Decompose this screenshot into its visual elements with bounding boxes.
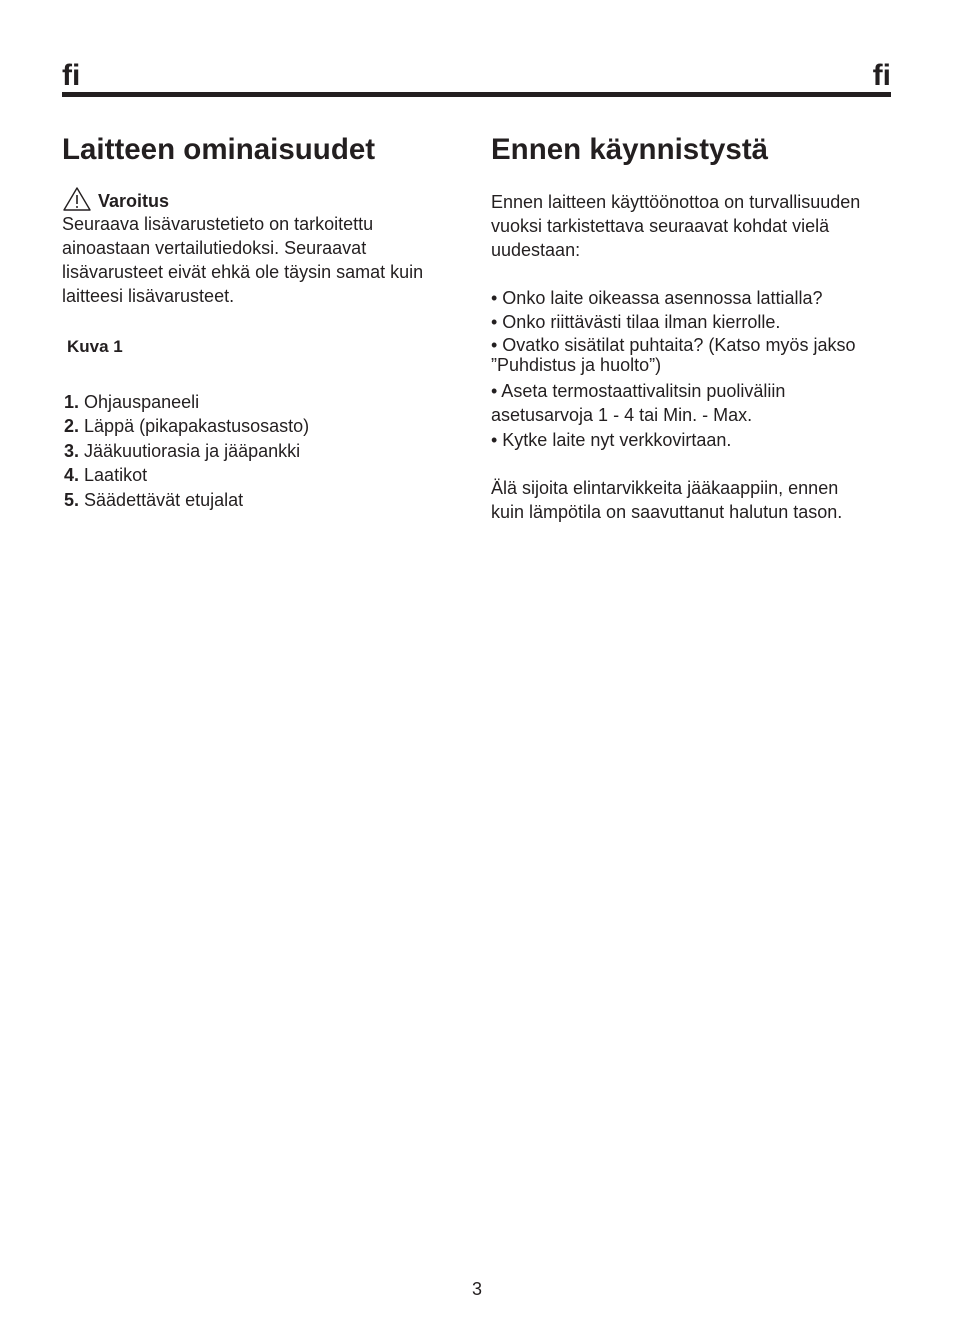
intro-line: Ennen laitteen käyttöönottoa on turvallisuuden bbox=[491, 192, 861, 212]
item-number: 5. bbox=[64, 489, 80, 510]
figure-label: Kuva 1 bbox=[67, 337, 123, 356]
list-item bbox=[64, 390, 467, 414]
intro-line: vuoksi tarkistettava seuraavat kohdat vielä bbox=[491, 216, 830, 236]
checklist-item: asetusarvoja 1 - 4 tai Min. - Max. bbox=[491, 405, 753, 426]
right-column bbox=[491, 130, 896, 524]
checklist-item: • Onko riittävästi tilaa ilman kierrolle. bbox=[491, 312, 781, 333]
intro-line: uudestaan: bbox=[491, 240, 581, 260]
outro-line: kuin lämpötila on saavuttanut halutun tason. bbox=[491, 502, 843, 523]
checklist-item: • Aseta termostaattivalitsin puoliväliin bbox=[491, 380, 786, 401]
list-item bbox=[64, 439, 467, 463]
warning-text-line: lisävarusteet eivät ehkä ole täysin samat kuin bbox=[62, 262, 424, 282]
checklist-item: • Onko laite oikeassa asennossa lattialla? bbox=[491, 288, 823, 308]
warning-triangle-icon bbox=[62, 186, 92, 212]
parts-list bbox=[64, 390, 467, 512]
warning-text-line: laitteesi lisävarusteet. bbox=[62, 286, 235, 306]
section-heading-before-start: Ennen käynnistystä bbox=[491, 133, 769, 166]
section-heading-features: Laitteen ominaisuudet bbox=[62, 133, 376, 166]
item-text: Ohjauspaneeli bbox=[84, 392, 200, 412]
item-number: 3. bbox=[64, 440, 80, 461]
intro-paragraph bbox=[491, 190, 896, 262]
warning-header bbox=[62, 184, 467, 212]
item-text: Säädettävät etujalat bbox=[84, 489, 244, 510]
header-rule bbox=[62, 92, 891, 97]
outro-line: Älä sijoita elintarvikkeita jääkaappiin, ennen bbox=[491, 478, 839, 499]
item-number: 4. bbox=[64, 465, 80, 486]
list-item bbox=[64, 414, 467, 438]
item-number: 1. bbox=[64, 392, 80, 412]
list-item bbox=[64, 488, 467, 512]
item-number: 2. bbox=[64, 416, 80, 437]
checklist-item: ”Puhdistus ja huolto”) bbox=[491, 354, 662, 375]
language-code-right: fi bbox=[872, 59, 891, 92]
checklist bbox=[491, 286, 896, 452]
item-text: Läppä (pikapakastusosasto) bbox=[84, 416, 310, 437]
item-text: Laatikot bbox=[84, 465, 148, 486]
page-number: 3 bbox=[471, 1279, 482, 1299]
checklist-item: • Kytke laite nyt verkkovirtaan. bbox=[491, 429, 732, 450]
language-code-left: fi bbox=[62, 59, 81, 92]
warning-text-line: ainoastaan vertailutiedoksi. Seuraavat bbox=[62, 238, 367, 258]
checklist-item: • Ovatko sisätilat puhtaita? (Katso myös jakso bbox=[491, 334, 856, 355]
warning-text-line: Seuraava lisävarustetieto on tarkoitettu bbox=[62, 214, 374, 234]
warning-title: Varoitus bbox=[98, 191, 170, 211]
list-item bbox=[64, 463, 467, 487]
item-text: Jääkuutiorasia ja jääpankki bbox=[84, 440, 301, 461]
outro-paragraph bbox=[491, 476, 896, 524]
left-column bbox=[62, 130, 467, 512]
